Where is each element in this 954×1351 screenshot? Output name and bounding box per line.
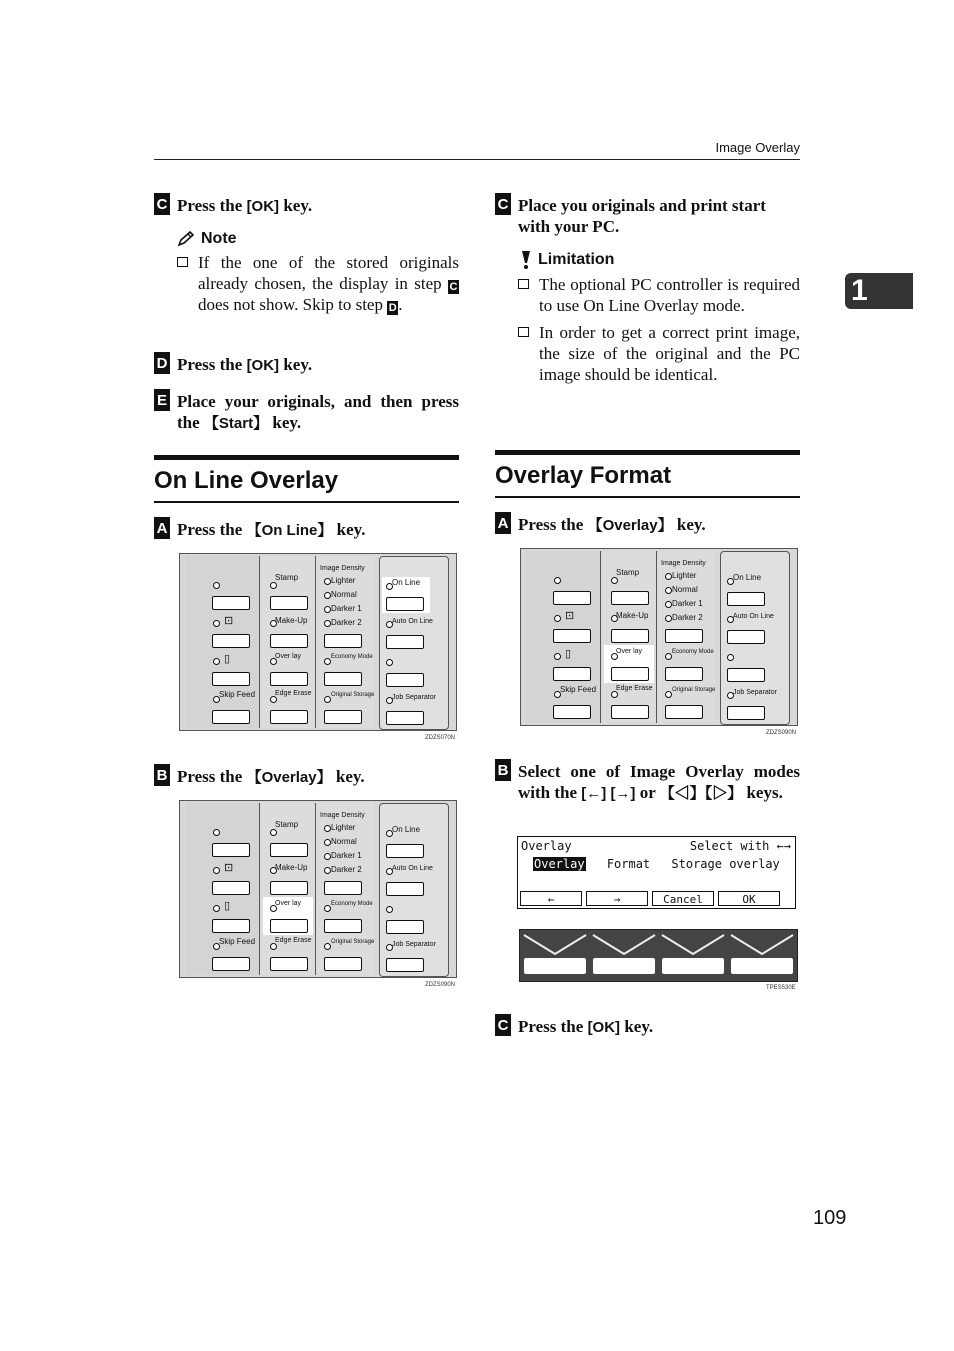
step-5-press-start: E Place your originals, and then press the 【Start】 key. [154,391,459,434]
lcd-prompt: Select with ←→ [689,839,791,853]
limitation-block [518,250,800,385]
lcd-option-overlay: Overlay [534,857,585,871]
step-2-press-overlay: B Press the 【Overlay】 key. [154,766,459,788]
selection-key-chevrons-icon [520,930,797,960]
softkey-left: ← [520,891,582,906]
punch-icon: ⊡ [224,615,234,627]
ok-key: [OK] [246,198,280,215]
header-rule [154,159,800,160]
punch-icon: ⊡ [565,610,575,622]
figure-code: TPES530E [766,985,796,991]
limitation-item: The optional PC controller is required to use On Line Overlay mode. [518,274,800,316]
overlay-key [270,919,308,933]
step-3-press-ok-final: C Press the [OK] key. [495,1016,800,1038]
staple-icon: ▯ [565,648,572,660]
selection-key-1 [524,958,586,974]
on-line-key [386,597,424,611]
chapter-tab: 1 [845,273,913,309]
limitation-item: In order to get a correct print image, the size of the original and the PC image should be identical. [518,322,800,385]
control-panel-figure-2: ⊡ ▯ Skip Feed Stamp Make-Up Over lay Edge Erase Image Density Lighter Normal Darker 1 Darker 2 Economy Mode Original Storage On Line Auto On Line Job Separator [179,800,457,978]
section-title: On Line Overlay [154,467,339,494]
lcd-option-storage-overlay: Storage overlay [671,857,780,871]
figure-code: ZDZS070N [425,735,456,741]
step-1-press-on-line: A Press the 【On Line】 key. [154,519,459,541]
checkbox-bullet-icon [177,257,188,267]
staple-icon: ▯ [224,900,231,912]
page-number: 109 [813,1207,847,1229]
step-4-press-ok: D Press the [OK] key. [154,354,459,376]
softkey-cancel: Cancel [652,891,714,906]
figure-code: ZDZS090N [425,982,456,988]
control-panel-figure-1: ⊡ ▯ Skip Feed Stamp Make-Up Over lay Edge Erase Image Density Lighter Normal Darker 1 Darker 2 Economy Mode Original Storage On Line Auto On Line Job Separator [179,553,457,731]
selection-keys-bar [519,929,798,982]
step-3-press-ok: C Press the [OK] key. [154,195,459,217]
selection-key-4 [731,958,793,974]
selection-key-2 [593,958,655,974]
lcd-title: Overlay [521,839,572,853]
lcd-display [517,836,796,909]
note-item: If the one of the stored originals already chosen, the display in step C does not show. Skip to step D. [177,252,459,315]
limitation-title: Limitation [538,251,615,268]
running-header: Image Overlay [715,140,800,155]
step-2-select-mode: B Select one of Image Overlay modes with the [←] [→] or 【◁】【▷】 keys. [495,761,800,804]
checkbox-bullet-icon [518,327,529,337]
checkbox-bullet-icon [518,279,529,289]
lcd-option-format: Format [606,857,651,871]
section-overlay-format [495,450,800,498]
step-3-place-originals: C Place you originals and print start with your PC. [495,195,800,237]
control-panel-figure-3: ⊡ ▯ Skip Feed Stamp Make-Up Over lay Edge Erase Image Density Lighter Normal Darker 1 Darker 2 Economy Mode Original Storage On Line Auto On Line Job Separator [520,548,798,726]
step-1-press-overlay: A Press the 【Overlay】 key. [495,514,800,536]
selection-key-3 [662,958,724,974]
overlay-key [611,667,649,681]
note-title: Note [201,230,237,247]
pencil-icon [177,231,197,247]
section-on-line-overlay [154,455,459,503]
softkey-right: → [586,891,648,906]
staple-icon: ▯ [224,653,231,665]
figure-code: ZDZS090N [766,730,797,736]
softkey-ok: OK [718,891,780,906]
exclamation-icon [518,250,534,270]
note-block [177,230,459,315]
section-title: Overlay Format [495,462,672,489]
step-number: C [154,193,170,215]
punch-icon: ⊡ [224,862,234,874]
